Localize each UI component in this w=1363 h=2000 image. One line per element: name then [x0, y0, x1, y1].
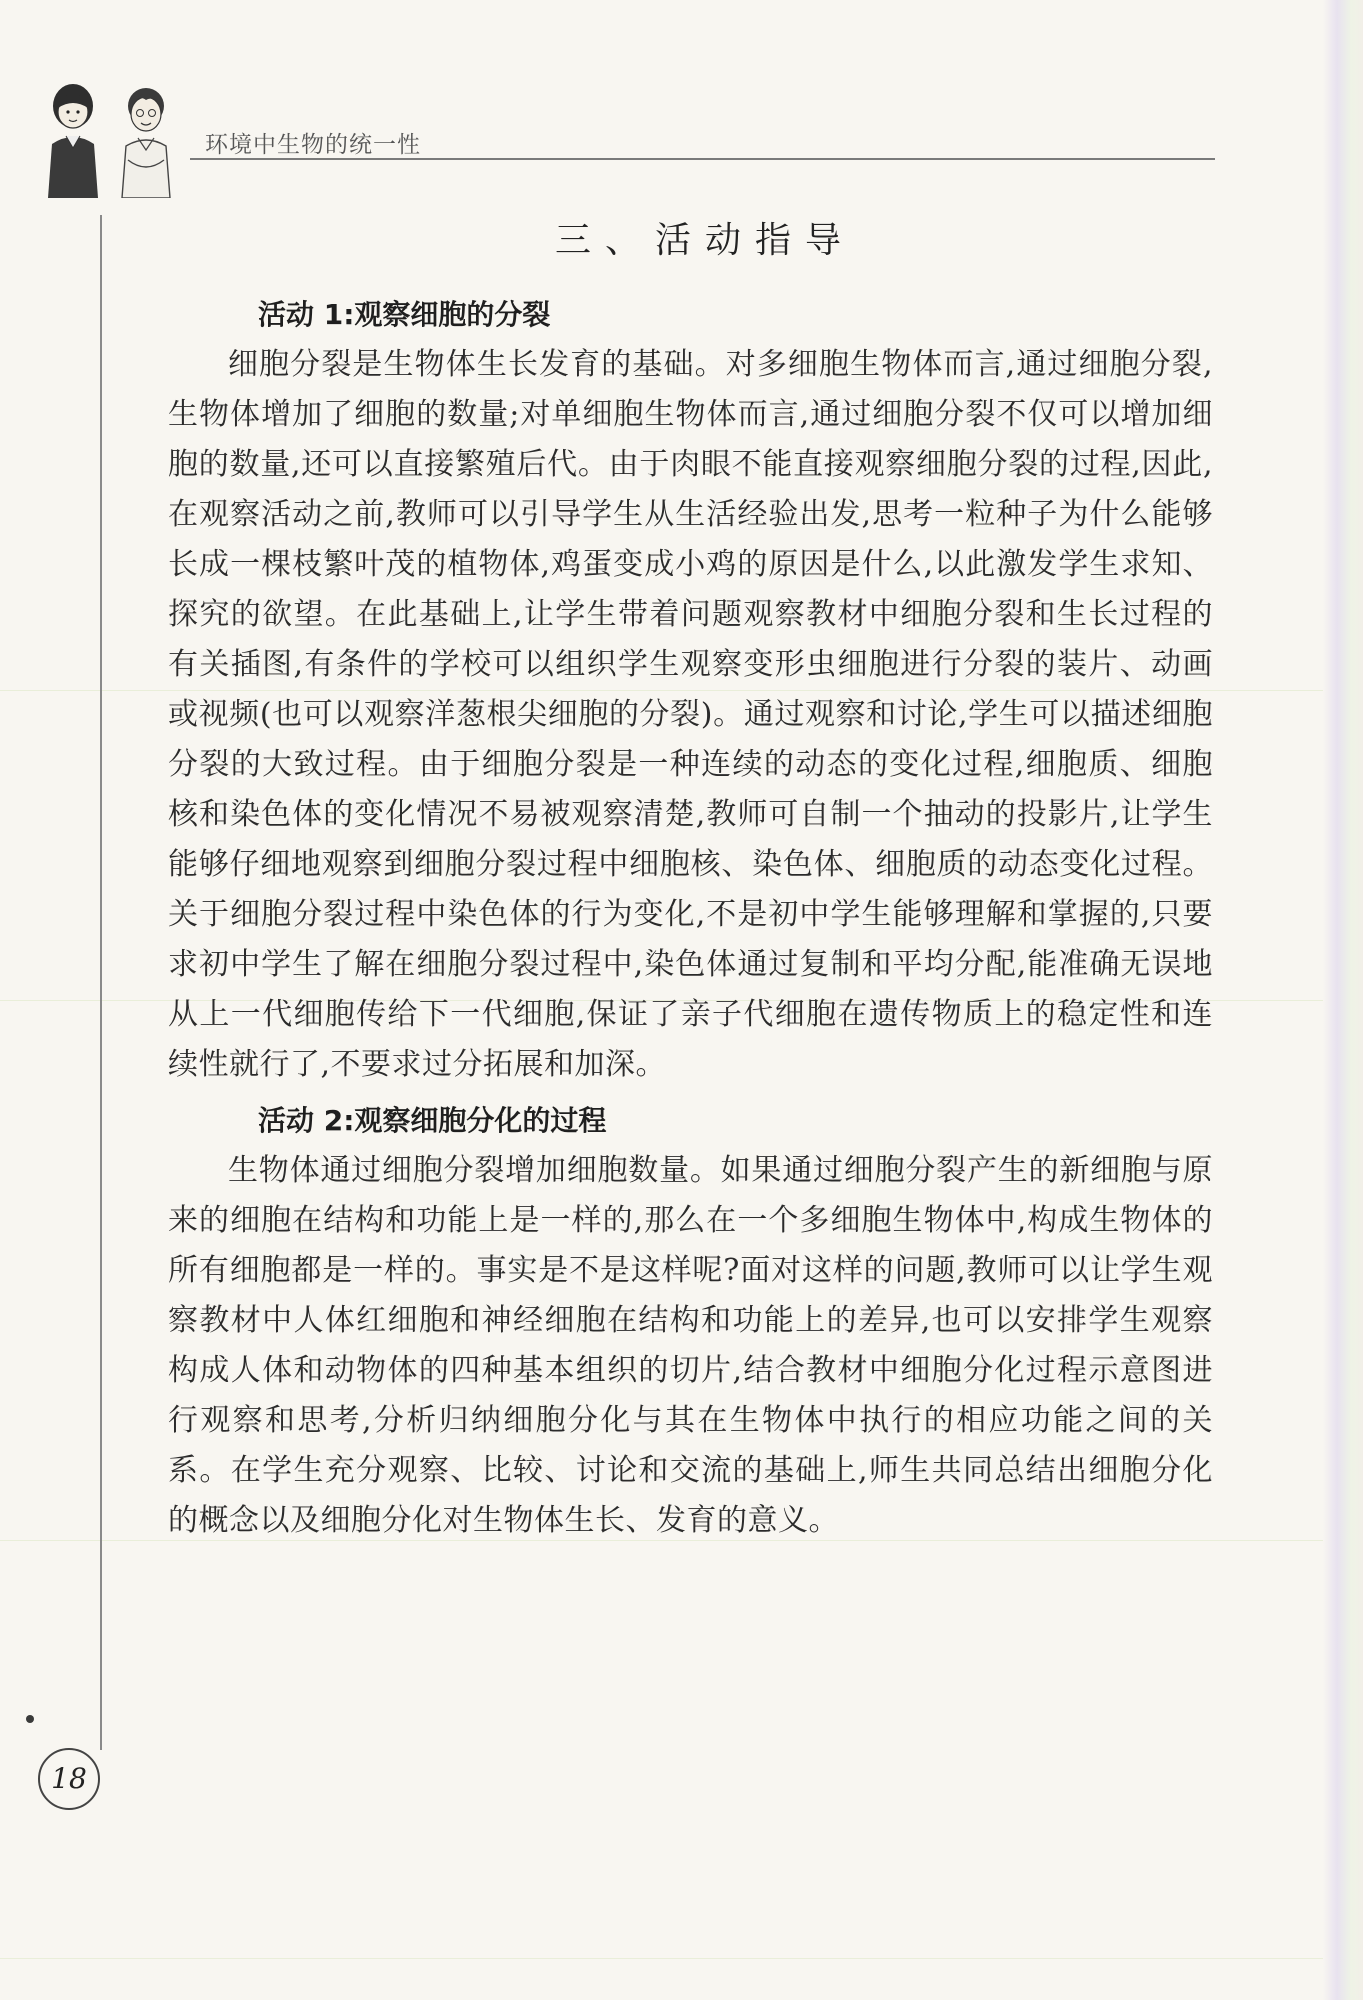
- activity-1-title: 活动 1:观察细胞的分裂: [258, 298, 551, 331]
- page-content: [168, 290, 1213, 1552]
- scan-edge: [1323, 0, 1363, 2000]
- two-cartoon-students-icon: [38, 78, 188, 198]
- activity-1-paragraph: 细胞分裂是生物体生长发育的基础。对多细胞生物体而言,通过细胞分裂,生物体增加了细胞的数量;对单细胞生物体而言,通过细胞分裂不仅可以增加细胞的数量,还可以直接繁殖后代。由于肉眼不能直接观察细胞分裂的过程,因此,在观察活动之前,教师可以引导学生从生活经验出发,思考一粒种子为什么能够长成一棵枝繁叶茂的植物体,鸡蛋变成小鸡的原因是什么,以此激发学生求知、探究的欲望。在此基础上,让学生带着问题观察教材中细胞分裂和生长过程的有关插图,有条件的学校可以组织学生观察变形虫细胞进行分裂的装片、动画或视频(也可以观察洋葱根尖细胞的分裂)。通过观察和讨论,学生可以描述细胞分裂的大致过程。由于细胞分裂是一种连续的动态的变化过程,细胞质、细胞核和染色体的变化情况不易被观察清楚,教师可自制一个抽动的投影片,让学生能够仔细地观察到细胞分裂过程中细胞核、染色体、细胞质的动态变化过程。关于细胞分裂过程中染色体的行为变化,不是初中学生能够理解和掌握的,只要求初中学生了解在细胞分裂过程中,染色体通过复制和平均分配,能准确无误地从上一代细胞传给下一代细胞,保证了亲子代细胞在遗传物质上的稳定性和连续性就行了,不要求过分拓展和加深。: [168, 347, 1213, 1082]
- section-title: 三、活动指导: [554, 220, 855, 261]
- activity-2-title: 活动 2:观察细胞分化的过程: [258, 1104, 607, 1137]
- margin-mark: [26, 1715, 34, 1723]
- left-margin-rule: [100, 215, 102, 1750]
- header-rule: [190, 158, 1215, 160]
- running-header-title: 环境中生物的统一性: [205, 132, 421, 158]
- activity-2-paragraph: 生物体通过细胞分裂增加细胞数量。如果通过细胞分裂产生的新细胞与原来的细胞在结构和功能上是一样的,那么在一个多细胞生物体中,构成生物体的所有细胞都是一样的。事实是不是这样呢?面对这样的问题,教师可以让学生观察教材中人体红细胞和神经细胞在结构和功能上的差异,也可以安排学生观察构成人体和动物体的四种基本组织的切片,结合教材中细胞分化过程示意图进行观察和思考,分析归纳细胞分化与其在生物体中执行的相应功能之间的关系。在学生充分观察、比较、讨论和交流的基础上,师生共同总结出细胞分化的概念以及细胞分化对生物体生长、发育的意义。: [168, 1153, 1213, 1538]
- page-number: 18: [38, 1748, 100, 1810]
